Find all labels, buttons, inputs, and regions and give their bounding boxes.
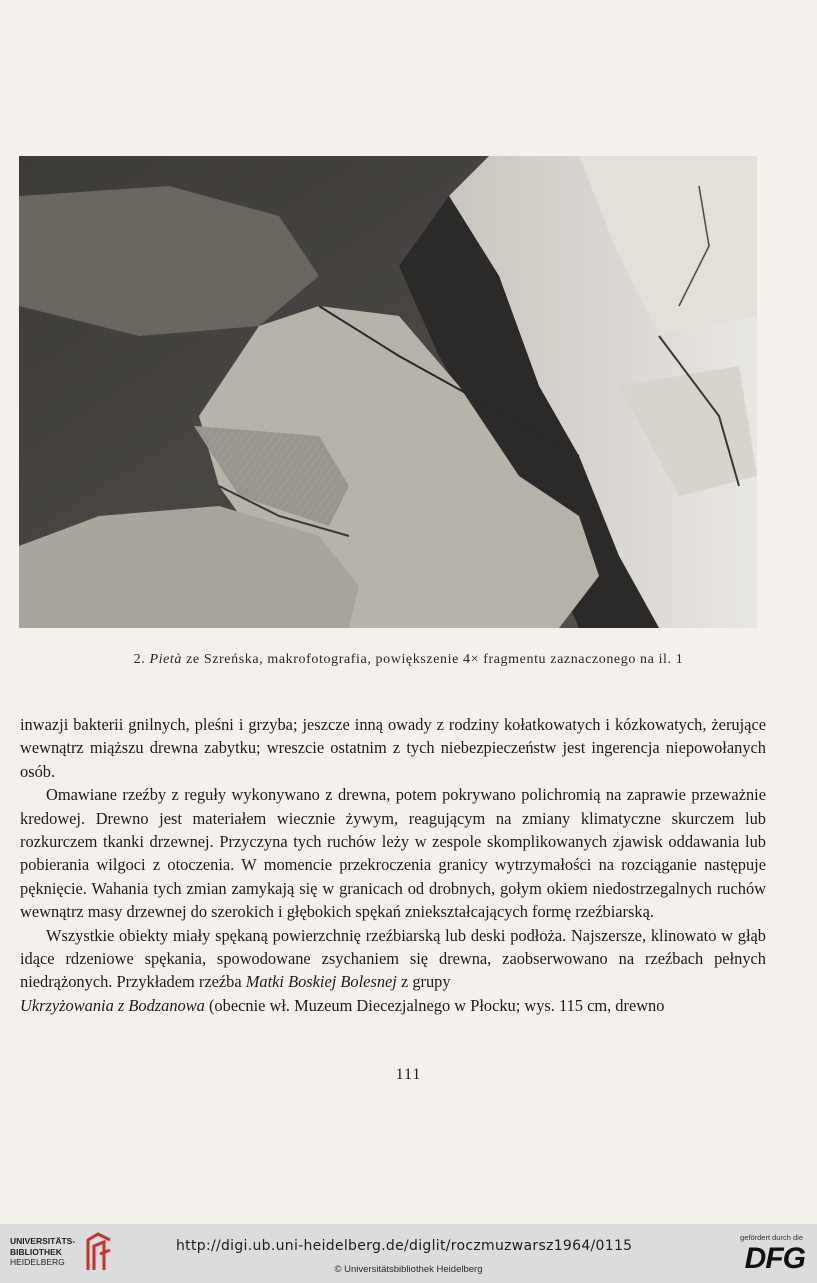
page-number: 111	[395, 1066, 422, 1083]
digitization-footer	[0, 1224, 817, 1283]
figure-caption	[0, 652, 817, 668]
copyright-notice: © Universitätsbibliothek Heidelberg	[334, 1264, 483, 1275]
group-title: Ukrzyżowania z Bodzanowa	[20, 995, 205, 1015]
paragraph-3	[20, 924, 766, 1018]
caption-text: ze Szreńska, makrofotografia, powiększenie 4× fragmentu zaznaczonego na il. 1	[186, 652, 684, 667]
permalink-url[interactable]: http://digi.ub.uni-heidelberg.de/diglit/roczmuzwarsz1964/0115	[176, 1238, 633, 1254]
pieta-fragment-image	[19, 156, 757, 628]
caption-number: 2.	[133, 652, 146, 667]
library-line-1: UNIVERSITÄTS-	[10, 1236, 76, 1246]
library-name[interactable]	[10, 1236, 75, 1268]
funder-label: gefördert durch die	[740, 1233, 803, 1242]
paragraph-2: Omawiane rzeźby z reguły wykonywano z drewna, potem pokrywano polichromią na zaprawie przeważnie kredowej. Drewno jest materiałem wiecznie żywym, reagującym na zmiany klimatyczne skurczem lub rozkurczem tkanki drzewnej. Przyczyna tych ruchów leży w zespole skomplikowanych zjawisk oddawania lub pobierania wilgoci z otoczenia. W momencie przekroczenia granicy wytrzymałości na rozciąganie następuje pęknięcie. Wahania tych zmian zamykają się w granicach od drobnych, gołym okiem niedostrzegalnych ruchów wewnątrz masy drzewnej do szerokich i głębokich spękań zniekształcających formę rzeźbiarską.	[20, 785, 766, 922]
caption-title: Pietà	[149, 652, 182, 667]
paragraph-3-part-a: Wszystkie obiekty miały spękaną powierzchnię rzeźbiarską lub deski podłoża. Najszersze, klinowato w głąb idące rdzeniowe spękania, spowodowane zsychaniem się drewna, zaobserwowano na rzeźbach pełnych niedrążonych. Przykładem rzeźba	[20, 925, 766, 992]
macro-photograph	[19, 156, 757, 628]
article-body	[20, 713, 766, 1017]
paragraph-3-part-b: z grupy	[400, 972, 451, 992]
library-line-2: BIBLIOTHEK	[10, 1246, 62, 1257]
dfg-logo[interactable]: DFG	[744, 1242, 805, 1275]
paragraph-3-part-c: (obecnie wł. Muzeum Diecezjalnego w Płocku; wys. 115 cm, drewno	[208, 995, 665, 1015]
paragraph-1: inwazji bakterii gnilnych, pleśni i grzyba; jeszcze inną owady z rodziny kołatkowatych i kózkowatych, żerujące wewnątrz miąższu drewna zabytku; wreszcie ostatnim z tych niebezpieczeństw jest ingerencja niepowołanych osób.	[20, 715, 766, 781]
library-line-3: HEIDELBERG	[10, 1257, 65, 1267]
artwork-title: Matki Boskiej Bolesnej	[245, 972, 397, 992]
